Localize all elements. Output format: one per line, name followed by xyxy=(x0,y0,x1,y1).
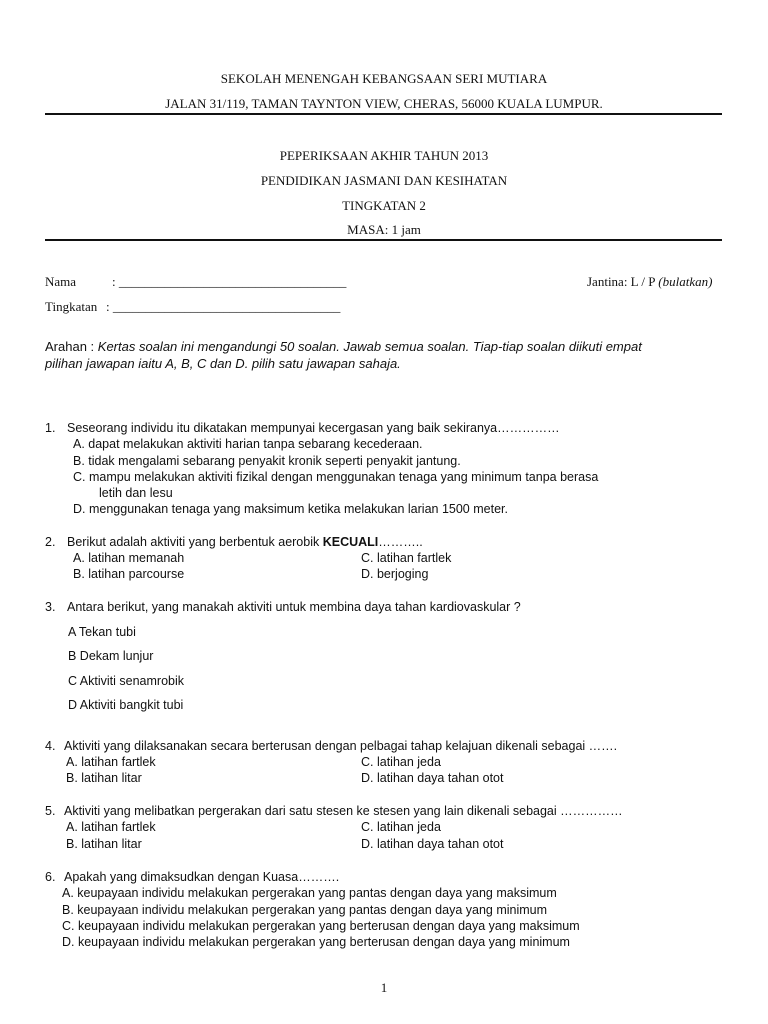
question-5-option-b[interactable]: B. latihan litar xyxy=(66,837,142,851)
question-5-number: 5. xyxy=(45,804,56,818)
exam-duration: MASA: 1 jam xyxy=(347,222,421,237)
question-4-text: Aktiviti yang dilaksanakan secara berterusan dengan pelbagai tahap kelajuan dikenali sebagai ……. xyxy=(64,739,618,753)
question-5-text: Aktiviti yang melibatkan pergerakan dari satu stesen ke stesen yang lain dikenali sebagai …………… xyxy=(64,804,623,818)
header-divider xyxy=(45,113,722,115)
question-2-option-a[interactable]: A. latihan memanah xyxy=(73,551,185,565)
question-5-option-c[interactable]: C. latihan jeda xyxy=(361,820,441,834)
question-4-number: 4. xyxy=(45,739,56,753)
question-3-option-d[interactable]: D Aktiviti bangkit tubi xyxy=(68,698,184,712)
level-field[interactable]: : ___________________________________ xyxy=(106,299,341,314)
question-2-option-d[interactable]: D. berjoging xyxy=(361,567,429,581)
level-label: Tingkatan xyxy=(45,299,98,314)
question-6-option-d[interactable]: D. keupayaan individu melakukan pergerakan yang berterusan dengan daya yang minimum xyxy=(62,935,570,949)
gender-field[interactable] xyxy=(587,274,712,290)
name-field[interactable]: : ___________________________________ xyxy=(112,274,347,289)
gender-label: Jantina: L / P xyxy=(587,274,656,289)
question-2-stem: Berikut adalah aktiviti yang berbentuk aerobik xyxy=(67,535,320,549)
question-6-text: Apakah yang dimaksudkan dengan Kuasa………. xyxy=(64,870,340,884)
question-2-option-b[interactable]: B. latihan parcourse xyxy=(73,567,185,581)
question-1-option-c-cont[interactable]: letih dan lesu xyxy=(99,486,173,500)
question-6-option-c[interactable]: C. keupayaan individu melakukan pergerakan yang berterusan dengan daya yang maksimum xyxy=(62,919,580,933)
question-2-number: 2. xyxy=(45,535,56,549)
instructions-label: Arahan : xyxy=(45,339,95,354)
question-1-option-d[interactable]: D. menggunakan tenaga yang maksimum ketika melakukan larian 1500 meter. xyxy=(73,502,508,516)
question-4-option-d[interactable]: D. latihan daya tahan otot xyxy=(361,771,504,785)
exam-title: PEPERIKSAAN AKHIR TAHUN 2013 xyxy=(279,148,489,163)
question-1-option-b[interactable]: B. tidak mengalami sebarang penyakit kronik seperti penyakit jantung. xyxy=(73,454,461,468)
question-1-number: 1. xyxy=(45,421,56,435)
question-6-option-b[interactable]: B. keupayaan individu melakukan pergerakan yang pantas dengan daya yang minimum xyxy=(62,903,548,917)
question-3-option-a[interactable]: A Tekan tubi xyxy=(68,625,136,639)
exam-subject: PENDIDIKAN JASMANI DAN KESIHATAN xyxy=(260,173,508,188)
question-2-emphasis: KECUALI xyxy=(322,535,379,549)
question-5-option-a[interactable]: A. latihan fartlek xyxy=(66,820,156,834)
question-5-option-d[interactable]: D. latihan daya tahan otot xyxy=(361,837,504,851)
page-number: 1 xyxy=(380,980,388,995)
instructions-line1: Kertas soalan ini mengandungi 50 soalan. Jawab semua soalan. Tiap-tiap soalan diikuti empat xyxy=(97,339,642,354)
question-1-option-c[interactable]: C. mampu melakukan aktiviti fizikal dengan menggunakan tenaga yang minimum tanpa berasa xyxy=(73,470,599,484)
question-2-text xyxy=(67,535,423,549)
question-1-text: Seseorang individu itu dikatakan mempunyai kecergasan yang baik sekiranya…………… xyxy=(67,421,560,435)
school-address: JALAN 31/119, TAMAN TAYNTON VIEW, CHERAS, 56000 KUALA LUMPUR. xyxy=(165,96,603,111)
question-2-suffix: ……….. xyxy=(378,535,423,549)
exam-divider xyxy=(45,239,722,241)
question-6-option-a[interactable]: A. keupayaan individu melakukan pergerakan yang pantas dengan daya yang maksimum xyxy=(62,886,557,900)
question-3-option-b[interactable]: B Dekam lunjur xyxy=(68,649,154,663)
question-4-option-a[interactable]: A. latihan fartlek xyxy=(66,755,156,769)
instructions xyxy=(45,339,642,354)
question-3-option-c[interactable]: C Aktiviti senamrobik xyxy=(68,674,185,688)
exam-level: TINGKATAN 2 xyxy=(342,198,426,213)
gender-hint: (bulatkan) xyxy=(658,274,713,289)
question-4-option-b[interactable]: B. latihan litar xyxy=(66,771,142,785)
instructions-line2: pilihan jawapan iaitu A, B, C dan D. pilih satu jawapan sahaja. xyxy=(45,356,401,371)
question-3-text: Antara berikut, yang manakah aktiviti untuk membina daya tahan kardiovaskular ? xyxy=(67,600,521,614)
question-3-number: 3. xyxy=(45,600,56,614)
question-6-number: 6. xyxy=(45,870,56,884)
name-label: Nama xyxy=(45,274,77,289)
school-name: SEKOLAH MENENGAH KEBANGSAAN SERI MUTIARA xyxy=(220,71,548,86)
question-4-option-c[interactable]: C. latihan jeda xyxy=(361,755,441,769)
question-1-option-a[interactable]: A. dapat melakukan aktiviti harian tanpa sebarang kecederaan. xyxy=(73,437,423,451)
question-2-option-c[interactable]: C. latihan fartlek xyxy=(361,551,452,565)
